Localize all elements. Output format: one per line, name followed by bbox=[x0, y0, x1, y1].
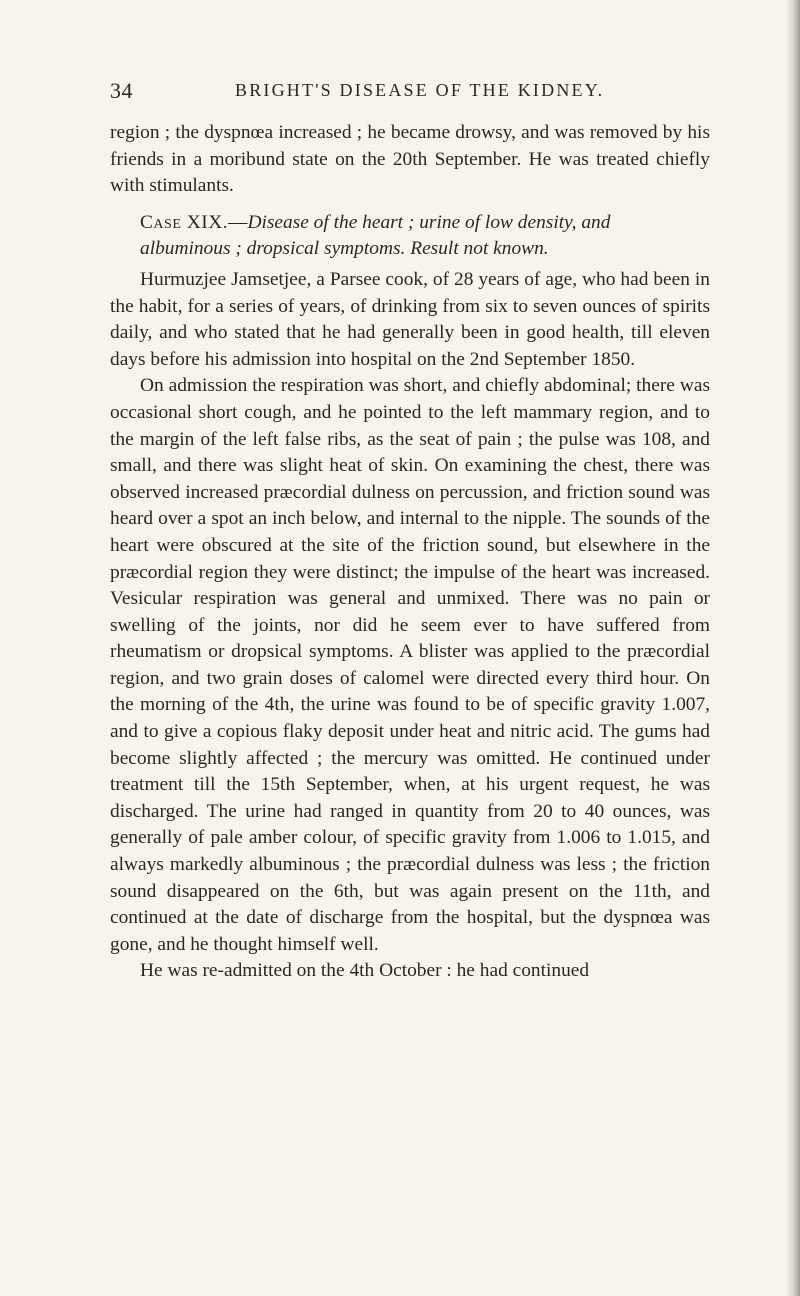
opening-paragraph: region ; the dyspnœa increased ; he became drowsy, and was removed by his friends in a moribund state on the 20th September. He was treated chiefly with stimulants. bbox=[110, 122, 710, 197]
case-title-line-2: albuminous ; dropsical symptoms. bbox=[140, 238, 406, 260]
page-header bbox=[110, 78, 720, 108]
page-number: 34 bbox=[110, 78, 133, 103]
paragraph-patient-history: Hurmuzjee Jamsetjee, a Parsee cook, of 28 years of age, who had been in the habit, for a series of years, of drinking from six to seven ounces of spirits daily, and who stated that he had generally been in good health, till eleven days before his admission into hospital on the 2nd September 1850. bbox=[110, 268, 710, 370]
case-label: Case XIX. bbox=[140, 211, 229, 233]
page-edge-shadow bbox=[786, 0, 800, 1296]
paragraph-admission: On admission the respiration was short, and chiefly abdominal; there was occasional short cough, and he pointed to the left mammary region, and to the margin of the left false ribs, as the seat of pain ; the pulse was 108, and small, and there was slight heat of skin. On examining the chest, there was observed increased præcordial dulness on percussion, and friction sound was heard over a spot an inch below, and internal to the nipple. The sounds of the heart were obscured at the site of the friction sound, but elsewhere in the præcordial region they were distinct; the impulse of the heart was increased. Vesicular respiration was general and unmixed. There was no pain or swelling of the joints, nor did he seem ever to have suffered from rheumatism or dropsical symptoms. A blister was applied to the præcordial region, and two grain doses of calomel were directed every third hour. On the morning of the 4th, the urine was found to be of specific gravity 1.007, and to give a copious flaky deposit under heat and nitric acid. The gums had become slightly affected ; the mercury was omitted. He continued under treatment till the 15th September, when, at his urgent request, he was discharged. The urine had ranged in quantity from 20 to 40 ounces, was generally of pale amber colour, of specific gravity from 1.006 to 1.015, and always markedly albuminous ; the præcordial dulness was less ; the friction sound disappeared on the 6th, but was again present on the 11th, and continued at the date of discharge from the hospital, but the dyspnœa was gone, and he thought himself well. bbox=[110, 375, 710, 955]
running-title: BRIGHT'S DISEASE OF THE KIDNEY. bbox=[235, 80, 605, 100]
body-text bbox=[110, 120, 710, 985]
case-result: Result not known. bbox=[410, 238, 549, 260]
case-heading bbox=[110, 210, 710, 263]
case-dash: — bbox=[228, 211, 248, 233]
case-title-line-1: Disease of the heart ; urine of low density, and bbox=[247, 211, 611, 233]
paragraph-readmission: He was re-admitted on the 4th October : he had continued bbox=[140, 960, 590, 982]
